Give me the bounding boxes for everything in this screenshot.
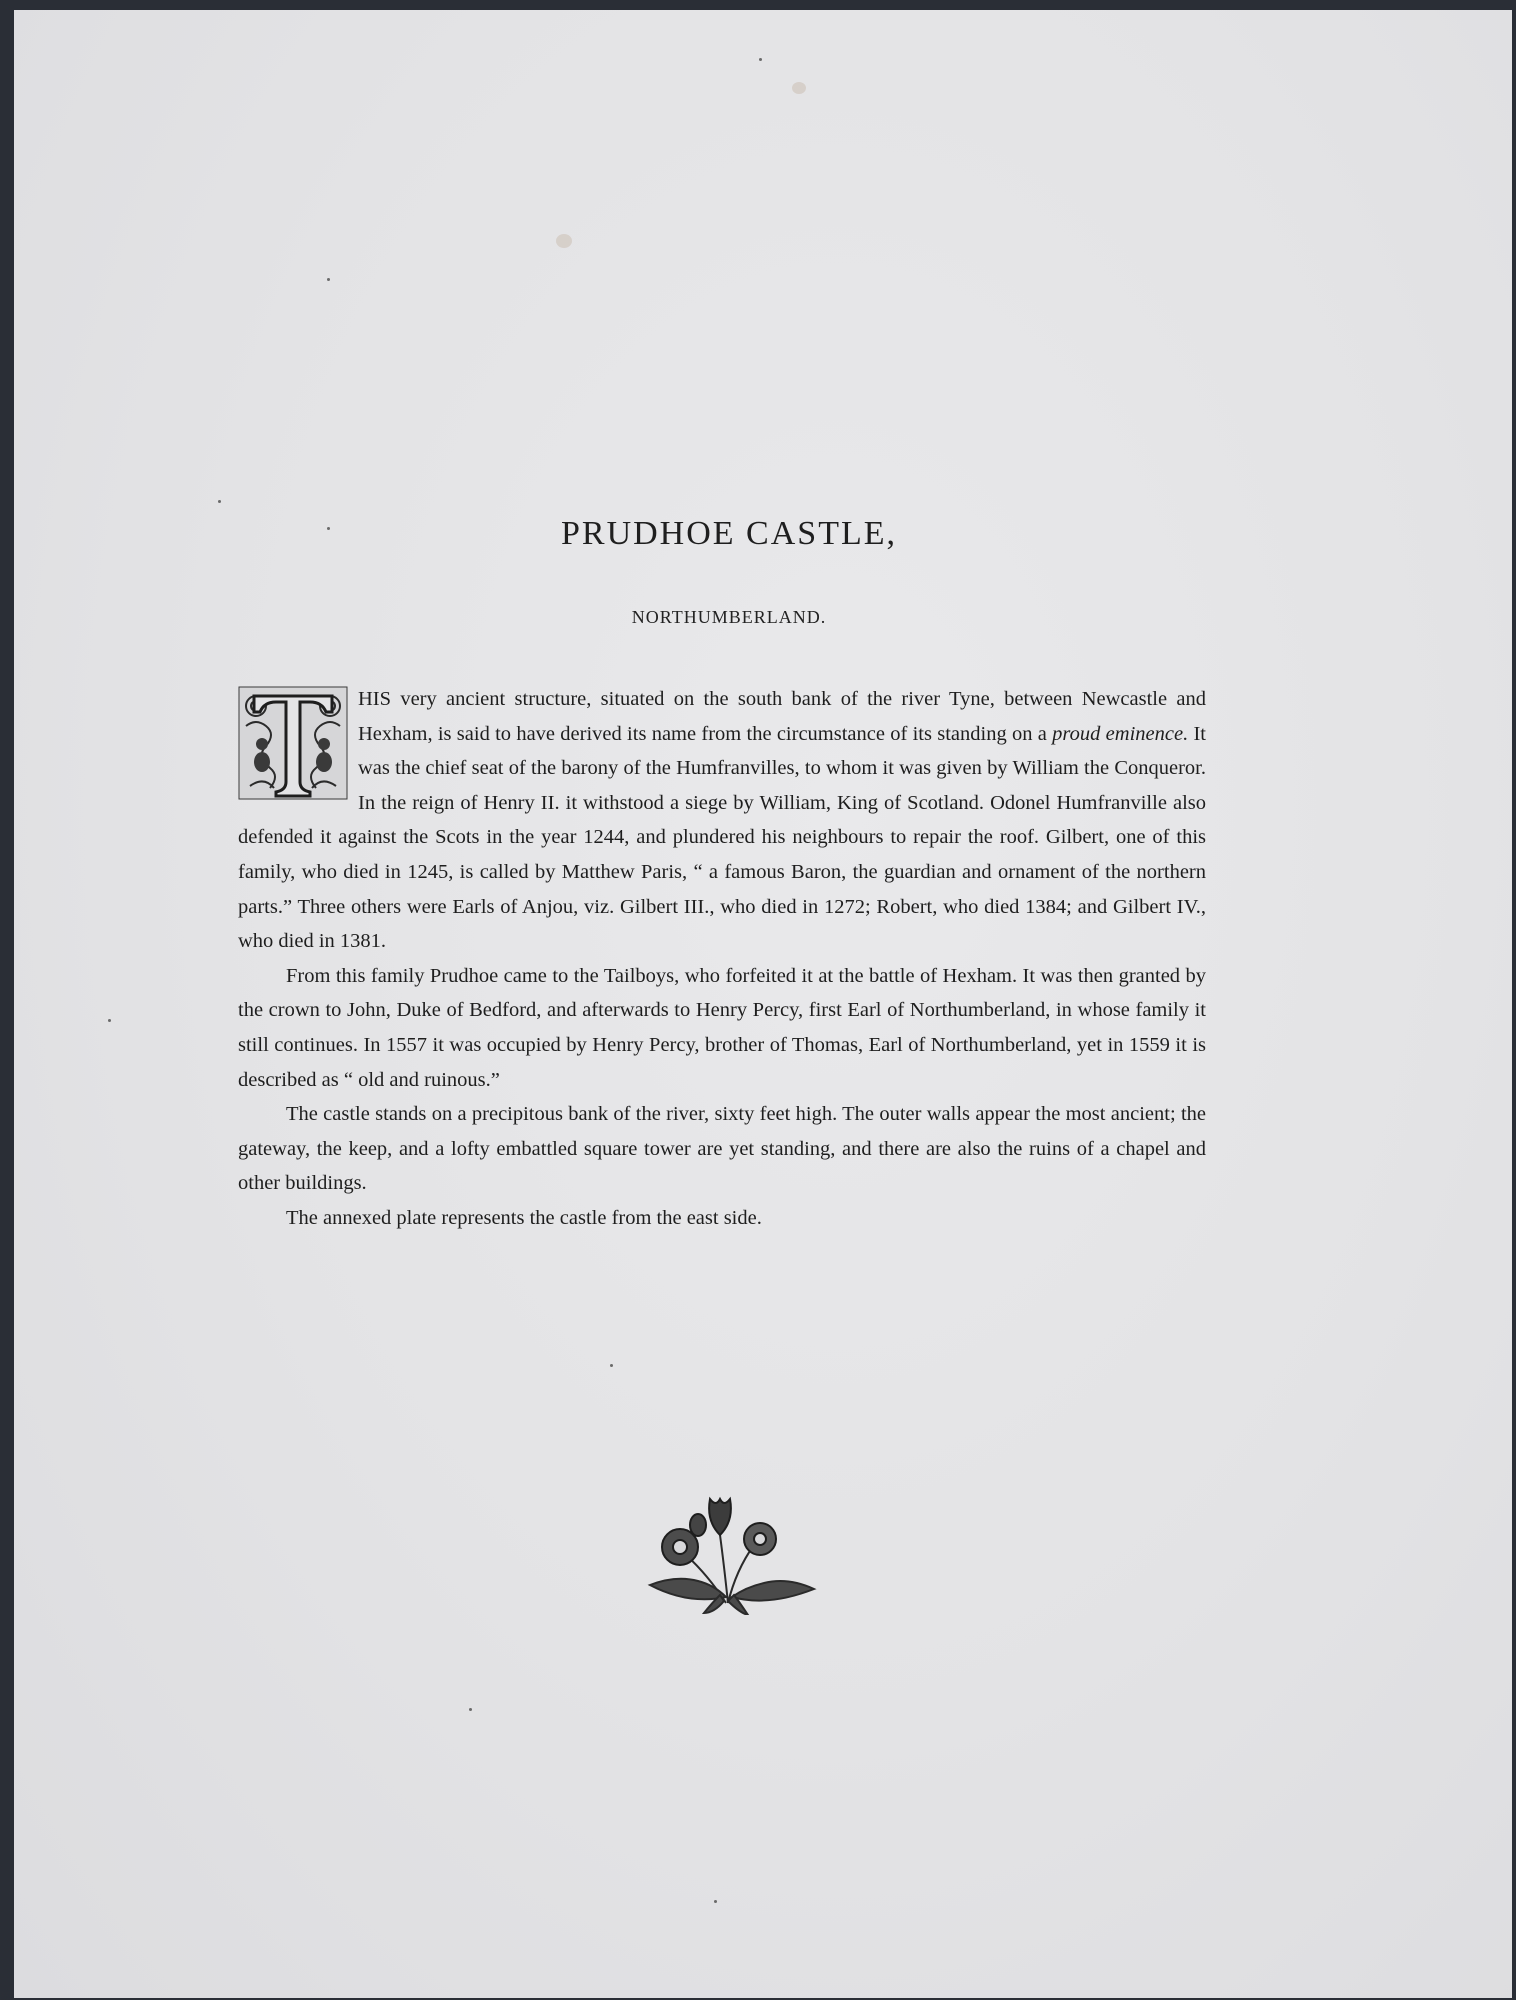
- page-subtitle: NORTHUMBERLAND.: [631, 607, 827, 627]
- paper-speck: [327, 278, 330, 281]
- page-title: PRUDHOE CASTLE,: [560, 515, 898, 552]
- book-page: [14, 10, 1512, 1998]
- paragraph-3: The castle stands on a precipitous bank of the river, sixty feet high. The outer walls appear the most ancient; the gateway, the keep, and a lofty embattled square tower are yet standing, and there are also the ruins of a chapel and other buildings.: [238, 1103, 1206, 1195]
- paper-speck: [469, 1708, 472, 1711]
- paper-speck: [759, 58, 762, 61]
- paper-speck: [610, 1364, 613, 1367]
- body-text: [238, 682, 1206, 1236]
- paper-stain: [556, 234, 572, 248]
- paper-speck: [714, 1900, 717, 1903]
- paper-speck: [218, 500, 221, 503]
- paragraph-2: From this family Prudhoe came to the Tailboys, who forfeited it at the battle of Hexham. It was then granted by the crown to John, Duke of Bedford, and afterwards to Henry Percy, first Earl of Northumberland, in whose family it still continues. In 1557 it was occupied by Henry Percy, brother of Thomas, Earl of Northumberland, yet in 1559 it is described as “ old and ruinous.”: [238, 964, 1206, 1091]
- paragraph-1-emphasis: proud eminence.: [1052, 722, 1189, 745]
- dropcap-letter: T: [292, 756, 294, 757]
- ornate-initial-icon: [238, 686, 348, 800]
- floral-ornament-icon: [628, 1485, 828, 1615]
- paragraph-1-tail: It was the chief seat of the barony of the Humfranvilles, to whom it was given by William the Conqueror. In the reign of Henry II. it withstood a siege by William, King of Scotland. Odonel Humfranville also defended it against the Scots in the year 1244, and plundered his neighbours to repair the roof. Gilbert, one of this family, who died in 1245, is called by Matthew Paris, “ a famous Baron, the guardian and ornament of the northern parts.” Three others were Earls of Anjou, viz. Gilbert III., who died in 1272; Robert, who died 1384; and Gilbert IV., who died in 1381.: [238, 722, 1207, 953]
- paper-stain: [792, 82, 806, 94]
- paragraph-4: The annexed plate represents the castle from the east side.: [286, 1206, 762, 1229]
- paragraph-1-lead: HIS very ancient structure, situated on the south bank of the river Tyne, between Newcastle and Hexham, is said to have derived its name from the circumstance of its standing on a: [358, 688, 1206, 745]
- paper-speck: [108, 1019, 111, 1022]
- paragraph-1: [238, 682, 1206, 959]
